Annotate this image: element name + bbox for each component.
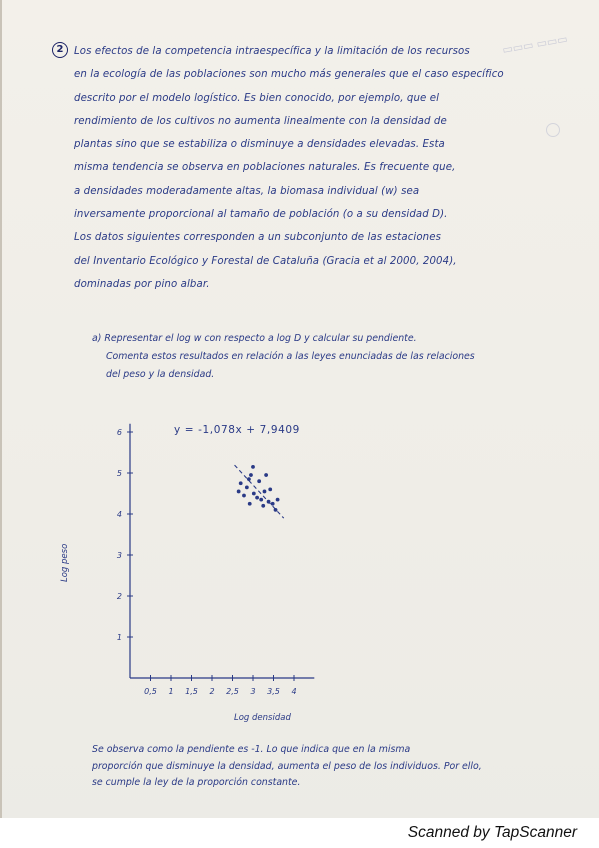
data-point: [276, 498, 280, 502]
x-tick-label: 0,5: [144, 687, 157, 696]
paragraph-line: del Inventario Ecológico y Forestal de Cataluña (Gracia et al 2000, 2004),: [74, 255, 457, 267]
task-line: del peso y la densidad.: [106, 369, 215, 380]
data-point: [263, 490, 267, 494]
x-tick-label: 3: [250, 687, 256, 696]
data-point: [252, 492, 256, 496]
data-point: [267, 500, 271, 504]
paragraph-line: dominadas por pino albar.: [74, 278, 210, 290]
data-point: [264, 473, 268, 477]
conclusion: [92, 742, 572, 792]
item-number: 2: [52, 42, 68, 58]
paragraph-line: rendimiento de los cultivos no aumenta linealmente con la densidad de: [74, 115, 447, 127]
data-point: [268, 488, 272, 492]
data-point: [245, 485, 249, 489]
y-tick-label: 1: [116, 633, 122, 642]
x-tick-label: 4: [291, 687, 297, 696]
paragraph-line: plantas sino que se estabiliza o disminuye a densidades elevadas. Esta: [74, 139, 445, 151]
task-line: a) Representar el log w con respecto a log D y calcular su pendiente.: [92, 333, 417, 344]
x-tick-label: 2: [209, 687, 215, 696]
data-point: [247, 477, 251, 481]
x-axis-label: Log densidad: [234, 713, 291, 723]
data-point: [259, 498, 263, 502]
bleed-through-text: ▭▭▭ ▭▭▭: [501, 32, 569, 57]
data-point: [257, 479, 261, 483]
y-tick-label: 4: [116, 510, 122, 519]
paragraph-line: inversamente proporcional al tamaño de población (o a su densidad D).: [74, 209, 448, 221]
data-point: [248, 502, 252, 506]
paragraph-line: a densidades moderadamente altas, la biomasa individual (w) sea: [74, 185, 420, 197]
paragraph-line: Los efectos de la competencia intraespecífica y la limitación de los recursos: [74, 46, 470, 57]
y-tick-label: 6: [116, 428, 122, 437]
data-point: [249, 473, 253, 477]
data-points-group: [237, 465, 280, 512]
data-point: [274, 508, 278, 512]
y-tick-label: 3: [116, 551, 122, 560]
data-point: [242, 494, 246, 498]
data-point: [237, 490, 241, 494]
scatter-chart: [2, 0, 599, 848]
x-tick-label: 2,5: [226, 687, 239, 696]
x-tick-label: 3,5: [267, 687, 280, 696]
paragraph-line: misma tendencia se observa en poblaciones naturales. Es frecuente que,: [74, 162, 456, 174]
data-point: [239, 481, 243, 485]
conclusion-line: proporción que disminuye la densidad, aumenta el peso de los individuos. Por ello,: [92, 760, 482, 772]
y-axis-label: Log peso: [60, 543, 70, 582]
paragraph-line: Los datos siguientes corresponden a un subconjunto de las estaciones: [74, 232, 441, 244]
y-tick-label: 5: [116, 469, 122, 478]
paragraph-line: en la ecología de las poblaciones son mucho más generales que el caso específico: [74, 69, 504, 81]
chart-axes: [130, 424, 314, 678]
data-point: [255, 496, 259, 500]
data-point: [251, 465, 255, 469]
data-point: [271, 502, 275, 506]
conclusion-line: se cumple la ley de la proporción constante.: [92, 777, 301, 788]
x-tick-label: 1,5: [185, 687, 198, 696]
paragraph-line: descrito por el modelo logístico. Es bien conocido, por ejemplo, que el: [74, 92, 440, 104]
conclusion-line: Se observa como la pendiente es -1. Lo que indica que en la misma: [92, 744, 411, 755]
regression-equation: y = -1,078x + 7,9409: [174, 424, 300, 436]
y-tick-label: 2: [116, 592, 122, 601]
x-tick-label: 1: [168, 687, 174, 696]
data-point: [261, 504, 265, 508]
scanner-watermark: Scanned by TapScanner: [407, 824, 577, 841]
task-line: Comenta estos resultados en relación a las leyes enunciadas de las relaciones: [106, 351, 475, 362]
